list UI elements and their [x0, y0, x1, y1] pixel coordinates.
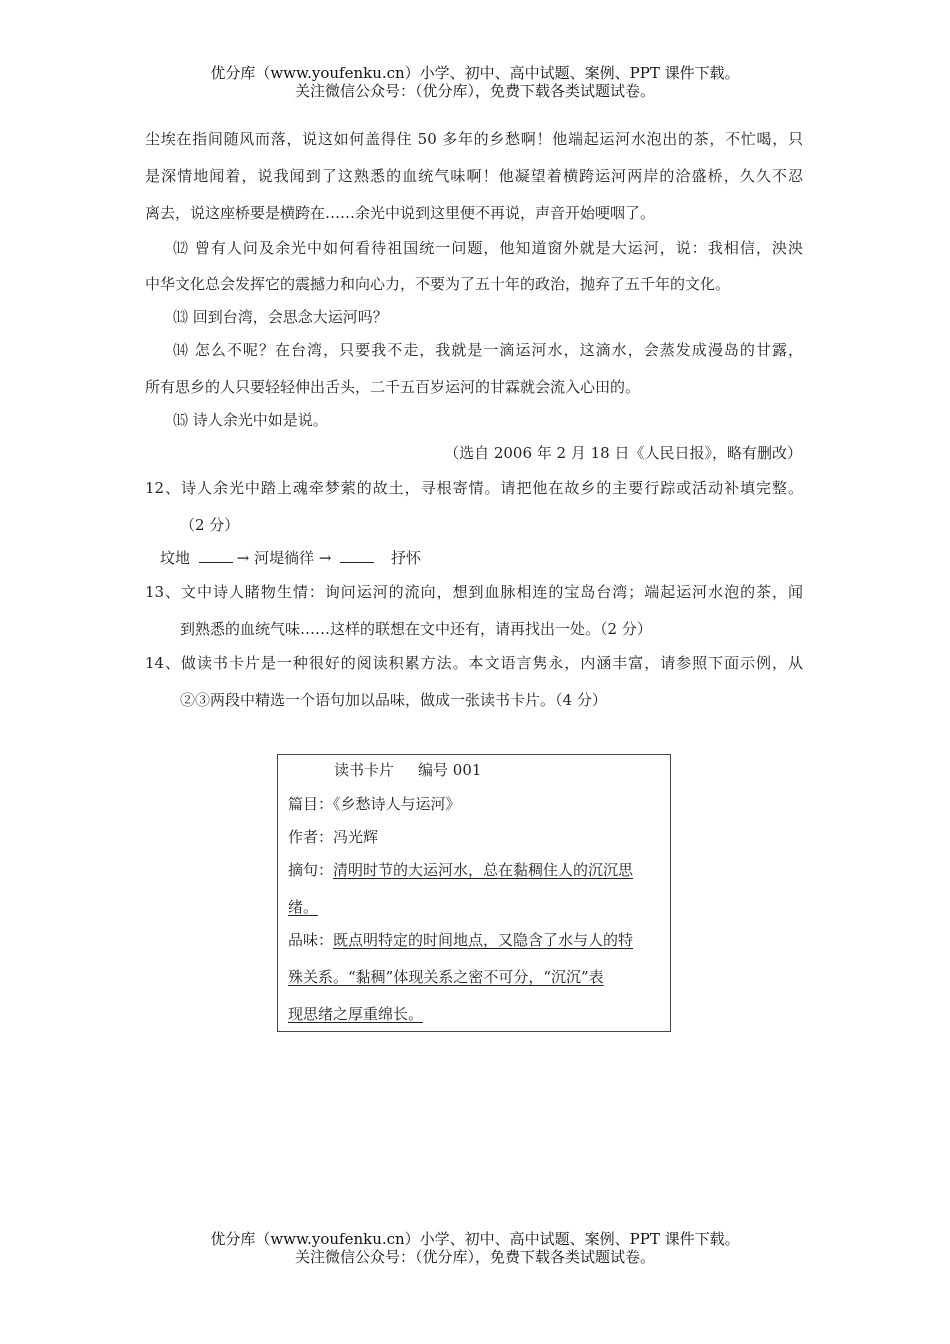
- card-title: 读书卡片: [334, 761, 395, 779]
- answer-blank-1[interactable]: [199, 548, 233, 563]
- card-quote-line-1: 清明时节的大运河水，总在黏稠住人的沉沉思: [333, 861, 634, 879]
- question-13-line-2: 到熟悉的血统气味……这样的联想在文中还有，请再找出一处。（2 分）: [180, 620, 652, 638]
- reading-card: [277, 754, 671, 1032]
- card-comment-line-3: 现思绪之厚重绵长。: [288, 1005, 424, 1023]
- article-source: （选自 2006 年 2 月 18 日《人民日报》，略有删改）: [444, 444, 802, 462]
- card-comment-row: [288, 929, 633, 950]
- card-comment-label: 品味：: [288, 931, 334, 949]
- card-quote-row: [288, 859, 633, 880]
- paragraph-11-line-1: 尘埃在指间随风而落，说这如何盖得住 50 多年的乡愁啊！他端起运河水泡出的茶，不忙喝，只: [145, 130, 803, 148]
- footer-line-1: 优分库（www.youfenku.cn）小学、初中、高中试题、案例、PPT 课件下载。: [210, 1230, 740, 1248]
- card-article-label: 篇目：: [288, 795, 334, 813]
- question-12-line-1: 12、诗人余光中踏上魂牵梦萦的故土，寻根寄情。请把他在故乡的主要行踪或活动补填完整。: [145, 479, 803, 497]
- card-title-row: [334, 759, 481, 780]
- card-comment-line-2: 殊关系。“黏稠”体现关系之密不可分，“沉沉”表: [288, 968, 604, 986]
- card-quote-line-2: 绪。: [288, 898, 319, 916]
- paragraph-12-line-2: 中华文化总会发挥它的震撼力和向心力，不要为了五十年的政治，抛弃了五千年的文化。: [145, 275, 731, 293]
- card-author-row: [288, 826, 378, 847]
- flow-start: 坟地: [160, 549, 191, 567]
- page-footer: [0, 1230, 950, 1266]
- flow-middle: → 河堤徜徉 →: [236, 549, 332, 567]
- footer-line-2: 关注微信公众号：（优分库），免费下载各类试题试卷。: [294, 1248, 655, 1266]
- paragraph-11-line-3: 离去，说这座桥要是横跨在……余光中说到这里便不再说，声音开始哽咽了。: [145, 204, 656, 222]
- card-number: 编号 001: [418, 761, 482, 779]
- card-author-label: 作者：: [288, 828, 334, 846]
- question-14-line-2: ②③两段中精选一个语句加以品味，做成一张读书卡片。（4 分）: [180, 691, 607, 709]
- header-line-2: 关注微信公众号：（优分库），免费下载各类试题试卷。: [294, 82, 655, 100]
- flow-end: 抒怀: [391, 549, 422, 567]
- page-header: [0, 64, 950, 100]
- card-article-value: 《乡愁诗人与运河》: [333, 795, 461, 813]
- question-12-flow: [160, 547, 421, 568]
- answer-blank-2[interactable]: [340, 548, 374, 563]
- paragraph-13: ⒀ 回到台湾，会思念大运河吗？: [173, 308, 388, 326]
- card-comment-line-1: 既点明特定的时间地点，又隐含了水与人的特: [333, 931, 634, 949]
- paragraph-11-line-2: 是深情地闻着，说我闻到了这熟悉的血统气味啊！他凝望着横跨运河两岸的洽盛桥，久久不忍: [145, 167, 803, 185]
- header-line-1: 优分库（www.youfenku.cn）小学、初中、高中试题、案例、PPT 课件下载。: [210, 64, 740, 82]
- question-13-line-1: 13、文中诗人睹物生情：询问运河的流向，想到血脉相连的宝岛台湾；端起运河水泡的茶，闻: [145, 583, 803, 601]
- paragraph-14-line-2: 所有思乡的人只要轻轻伸出舌头，二千五百岁运河的甘霖就会流入心田的。: [145, 378, 641, 396]
- paragraph-14-line-1: ⒁ 怎么不呢？在台湾，只要我不走，我就是一滴运河水，这滴水，会蒸发成漫岛的甘露，: [173, 341, 803, 359]
- paragraph-12-line-1: ⑿ 曾有人问及余光中如何看待祖国统一问题，他知道窗外就是大运河，说：我相信，泱泱: [173, 239, 803, 257]
- question-12-score: （2 分）: [180, 516, 240, 534]
- card-quote-label: 摘句：: [288, 861, 334, 879]
- card-author-value: 冯光辉: [333, 828, 379, 846]
- question-14-line-1: 14、做读书卡片是一种很好的阅读积累方法。本文语言隽永，内涵丰富，请参照下面示例，从: [145, 654, 803, 672]
- card-article-row: [288, 793, 461, 814]
- paragraph-15: ⒂ 诗人余光中如是说。: [173, 411, 328, 429]
